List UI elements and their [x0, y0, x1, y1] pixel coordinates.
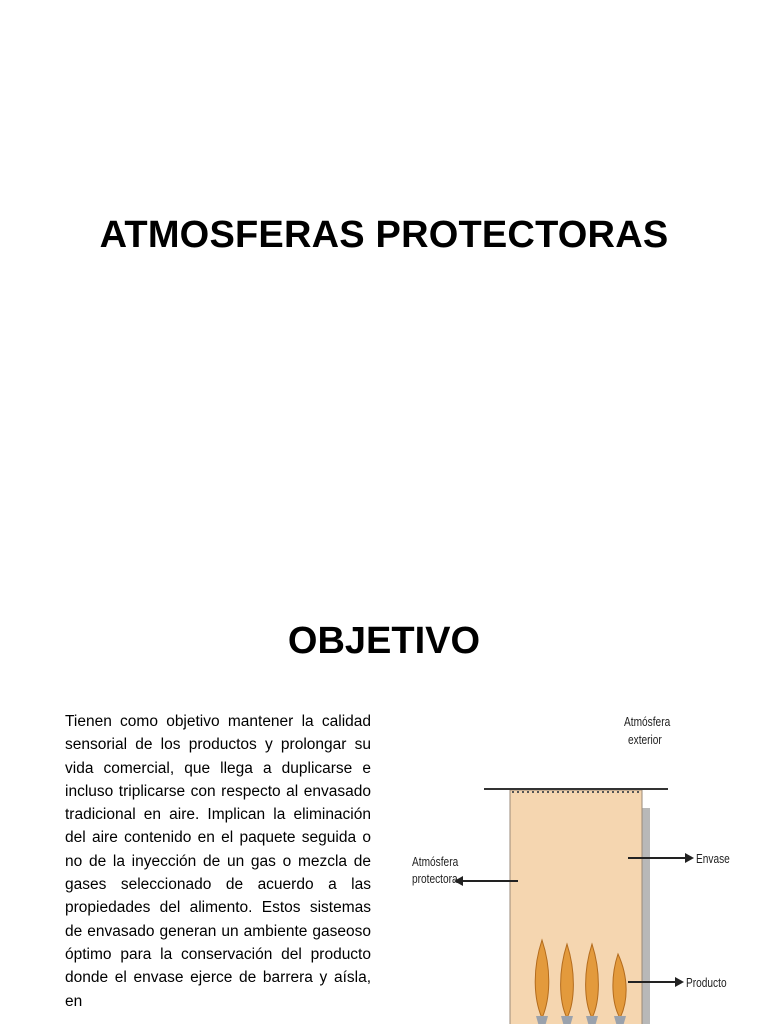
objective-heading: OBJETIVO — [287, 620, 481, 662]
package-shadow — [642, 808, 650, 1024]
packaging-diagram — [400, 700, 768, 1024]
objective-slide — [0, 576, 768, 1024]
label-product: Producto — [686, 975, 727, 990]
objective-paragraph: Tienen como objetivo mantener la calidad sensorial de los productos y prolongar su vida comercial, que llega a duplicarse e incluso triplicarse con respecto al envasado tradicional en aire. Implican la eliminación del aire contenido en el paquete seguida o no de la inyección de un gas o mezcla de gases seleccionado de acuerdo a las propiedades del alimento. Estos sistemas de envasado generan un ambiente gaseoso óptimo para la conservación del producto donde el envase ejerce de barrera y aísla, en — [65, 713, 371, 1010]
label-exterior-2: exterior — [628, 732, 662, 747]
label-package: Envase — [696, 851, 730, 866]
slide-title: ATMOSFERAS PROTECTORAS — [99, 214, 669, 256]
label-exterior-1: Atmósfera — [624, 714, 671, 729]
label-protective-2: protectora — [412, 871, 458, 886]
label-protective-1: Atmósfera — [412, 854, 459, 869]
